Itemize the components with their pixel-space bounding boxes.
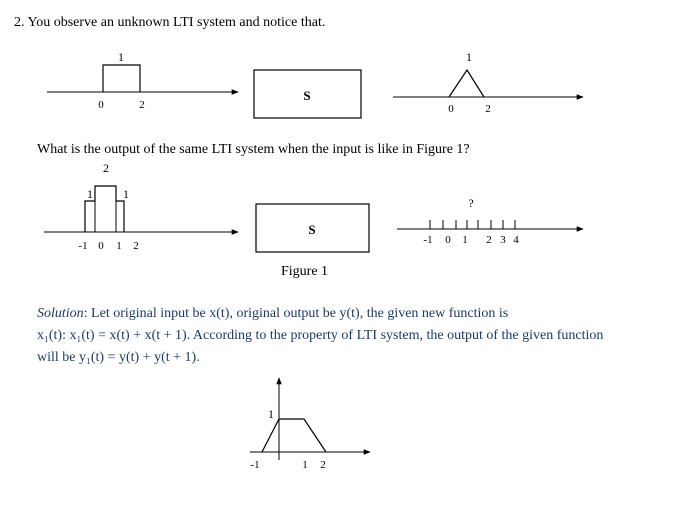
top-output-triangle-pulse <box>449 70 484 97</box>
top-input-rect-pulse <box>103 65 140 92</box>
top-output-tick-2: 2 <box>485 103 491 115</box>
solution-line-1 <box>37 305 508 323</box>
question-prompt: What is the output of the same LTI system when the input is like in Figure 1? <box>37 142 470 157</box>
top-output-tick-0: 0 <box>448 103 454 115</box>
solution-line-3: will be y₁(t) = y(t) + y(t + 1). <box>37 350 200 365</box>
top-input-tick-2: 2 <box>139 99 145 111</box>
bottom-input-height-mid: 2 <box>103 161 109 175</box>
solution-trapezoid <box>262 419 326 452</box>
solution-plot <box>250 378 370 471</box>
bottom-output-unknown: ? <box>468 196 474 210</box>
top-system-block <box>254 70 361 118</box>
top-input-plot <box>47 50 238 111</box>
top-output-plot <box>393 50 583 115</box>
bottom-output-tick-2: 2 <box>486 234 492 246</box>
bottom-output-tick-0: 0 <box>445 234 451 246</box>
question-title: 2. You observe an unknown LTI system and notice that. <box>14 15 326 30</box>
solution-tick-1: 1 <box>302 459 308 471</box>
bottom-input-tick-2: 2 <box>133 240 139 252</box>
bottom-input-tick-0: 0 <box>98 240 104 252</box>
bottom-output-tick-4: 4 <box>513 234 519 246</box>
bottom-input-plot <box>44 161 238 252</box>
top-system-label: S <box>303 88 311 103</box>
top-output-height-label: 1 <box>466 50 472 64</box>
bottom-output-tick-1: 1 <box>462 234 468 246</box>
bottom-output-tick-3: 3 <box>500 234 506 246</box>
bottom-system-block <box>256 204 369 252</box>
solution-line-1-text: : Let original input be x(t), original output be y(t), the given new function is <box>83 306 509 321</box>
solution-tick-2: 2 <box>320 459 326 471</box>
top-input-tick-0: 0 <box>98 99 104 111</box>
solution-height-label: 1 <box>268 407 274 421</box>
solution-label: Solution <box>37 306 84 321</box>
top-input-height-label: 1 <box>118 50 124 64</box>
bottom-input-height-right: 1 <box>123 187 129 201</box>
bottom-output-tick-minus1: -1 <box>423 234 433 246</box>
bottom-system-label: S <box>308 222 316 237</box>
solution-line-2: x₁(t): x₁(t) = x(t) + x(t + 1). According to the property of LTI system, the output of the given function <box>37 328 604 343</box>
bottom-input-height-left: 1 <box>87 187 93 201</box>
figure-caption: Figure 1 <box>281 264 329 279</box>
bottom-input-tick-1: 1 <box>116 240 122 252</box>
bottom-input-tick-minus1: -1 <box>78 240 88 252</box>
bottom-output-plot <box>397 196 583 246</box>
solution-tick-minus1: -1 <box>250 459 260 471</box>
